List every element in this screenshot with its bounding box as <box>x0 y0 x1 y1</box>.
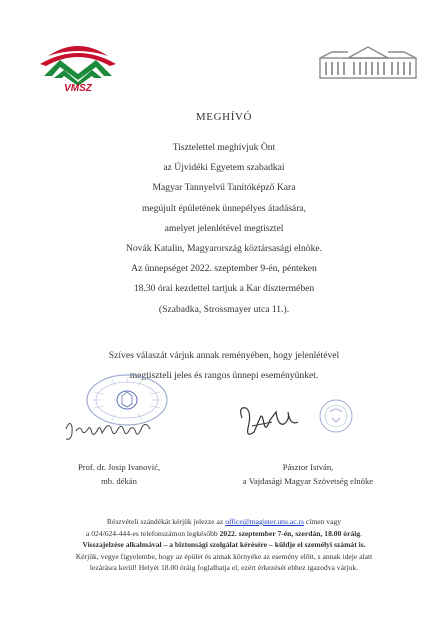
body-line: 18.30 órai kezdettel tartjuk a Kar dísztermében <box>133 283 315 295</box>
footer-text: Részvételi szándékát kérjük jelezze az <box>106 517 226 526</box>
signer-right <box>208 460 408 488</box>
body-line: Tisztelettel meghívjuk Önt <box>172 142 276 153</box>
email-link[interactable]: office@magister.uns.ac.rs <box>225 517 304 526</box>
university-building-logo <box>318 44 418 80</box>
body-line: (Szabadka, Strossmayer utca 11.). <box>158 303 290 315</box>
deadline-text: 2022. szeptember 7-én, szerdán, 18.00 óráig <box>219 528 361 538</box>
footer-line-4: Kérjük, vegye figyelembe, hogy az épület és annak környéke az esemény előtt, s annak ideje alatt <box>75 551 373 561</box>
signer-right-role: a Vajdasági Magyar Szövetség elnöke <box>242 476 374 486</box>
signer-right-name: Pásztor István, <box>282 462 334 472</box>
signer-left-role: mb. dékán <box>101 476 137 486</box>
signature-right <box>232 398 372 446</box>
signer-left <box>44 460 194 488</box>
body-line: Magyar Tannyelvű Tanítóképző Kara <box>152 182 296 194</box>
footer-line-2 <box>22 528 426 540</box>
body-line: megújult épületének ünnepélyes átadására, <box>141 202 307 214</box>
footer-text: címen vagy <box>303 517 342 526</box>
signature-left <box>60 415 160 445</box>
document-title: MEGHÍVÓ <box>195 111 253 123</box>
footer-line-5: lezárásra kerül! Helyét 18.00 óráig foglalhatja el, ezért érkezését ehhez igazodva várjuk. <box>89 563 359 573</box>
footer-text: a 024/624-444-es telefonszámon legkésőbb <box>85 528 220 538</box>
closing-line: megtiszteli jeles és rangos ünnepi eseményünket. <box>129 370 319 381</box>
footer-line-3 <box>22 539 426 551</box>
body-line: Az ünnepséget 2022. szeptember 9-én, pénteken <box>131 263 317 275</box>
signer-left-name: Prof. dr. Josip Ivanović, <box>77 462 161 472</box>
closing-paragraph <box>0 346 448 386</box>
closing-line: Szíves válaszát várjuk annak reményében, hogy jelenlétével <box>108 350 340 361</box>
vmsz-logo-text: VMSZ <box>64 83 92 92</box>
footer-text: . <box>360 528 363 538</box>
body-line: az Újvidéki Egyetem szabadkai <box>163 162 285 174</box>
invitation-body <box>0 138 448 320</box>
body-line: amelyet jelenlétével megtisztel <box>164 222 284 234</box>
rsvp-footer <box>22 516 426 574</box>
body-line: Novák Katalin, Magyarország köztársasági elnöke. <box>125 243 323 255</box>
security-notice: Visszajelzése alkalmával – a biztonsági szolgálat kérésére – küldje el személyi számát is. <box>82 540 366 550</box>
footer-line-1 <box>22 516 426 528</box>
vmsz-logo <box>30 34 126 92</box>
